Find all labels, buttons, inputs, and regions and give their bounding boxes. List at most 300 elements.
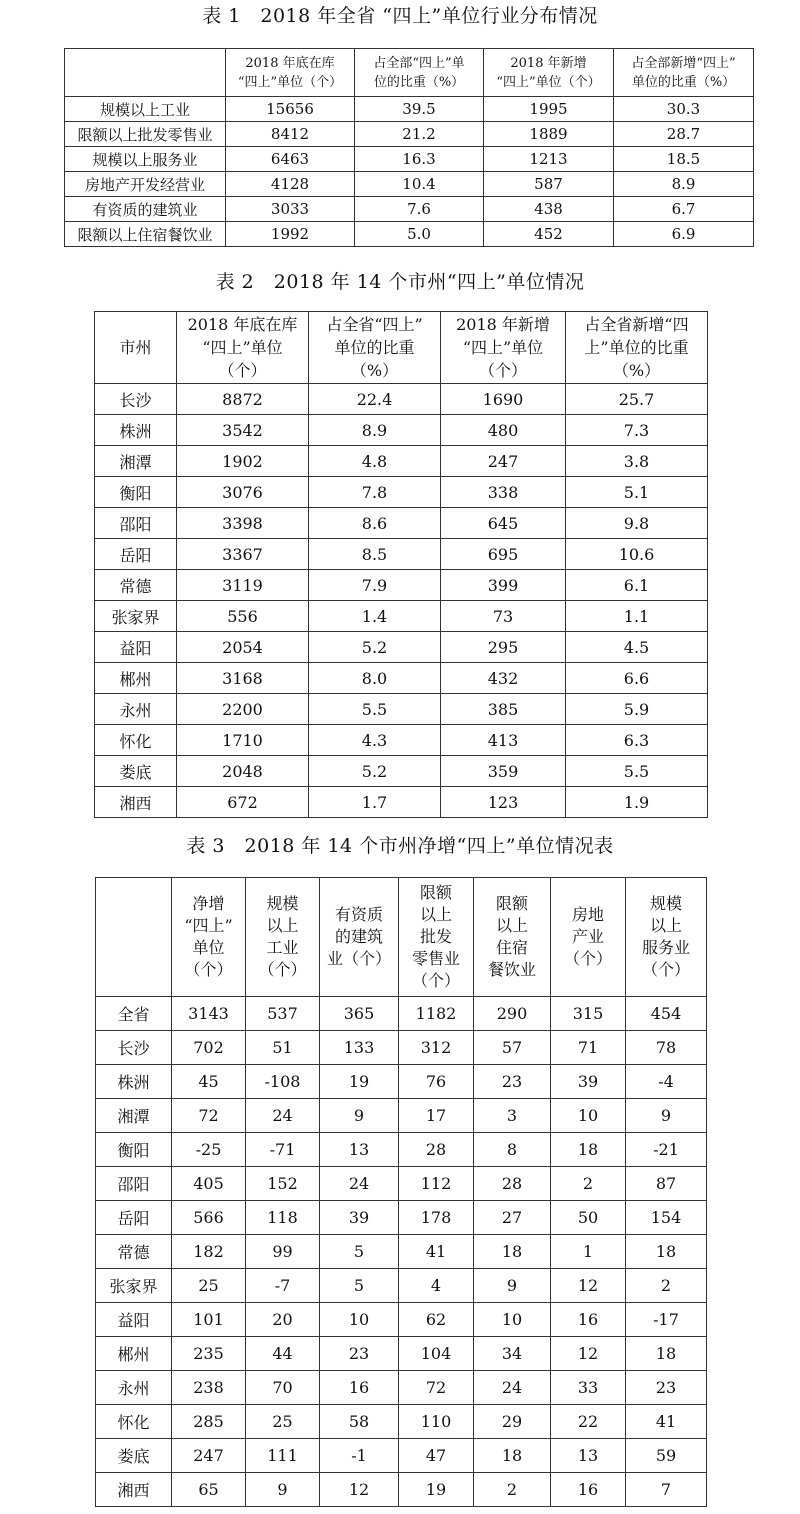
column-header-line: “四上”单位（个） (496, 74, 601, 90)
table-cell: 9 (246, 1473, 320, 1507)
column-header-line: 工业 (266, 938, 299, 957)
table-cell: 51 (246, 1031, 320, 1065)
table-cell: 24 (246, 1099, 320, 1133)
table-cell: 22.4 (309, 384, 441, 415)
table-cell: 247 (441, 446, 566, 477)
table3-caption: 表 3 2018 年 14 个市州净增“四上”单位情况表 (186, 835, 614, 857)
table-cell: 71 (551, 1031, 626, 1065)
table-row (96, 1371, 707, 1405)
table-cell: 72 (172, 1099, 246, 1133)
table-cell: 87 (626, 1167, 707, 1201)
table-cell: 15656 (226, 97, 355, 122)
table-cell: 5 (320, 1269, 399, 1303)
table-row (96, 1235, 707, 1269)
table-cell: 10 (320, 1303, 399, 1337)
table-row (96, 1065, 707, 1099)
table-cell: 16 (551, 1473, 626, 1507)
column-header-line: 服务业 (641, 938, 690, 957)
column-header (65, 49, 226, 97)
table-cell: 4128 (226, 172, 355, 197)
table-cell: 290 (474, 997, 551, 1031)
table-cell: 8.9 (309, 415, 441, 446)
table-cell: 2048 (177, 756, 309, 787)
table-cell: 6463 (226, 147, 355, 172)
table-row (96, 1473, 707, 1507)
table-cell: 8.0 (309, 663, 441, 694)
column-header-line: 有资质 (334, 905, 383, 924)
row-label: 张家界 (96, 1269, 172, 1303)
column-header-line: 位的比重（%） (373, 74, 465, 90)
table-cell: 16 (551, 1303, 626, 1337)
row-label: 株洲 (95, 415, 177, 446)
row-label: 限额以上批发零售业 (65, 122, 226, 147)
table-cell: 3033 (226, 197, 355, 222)
table-cell: 10 (474, 1303, 551, 1337)
table-cell: 24 (320, 1167, 399, 1201)
row-label: 邵阳 (95, 508, 177, 539)
column-header-line: 餐饮业 (487, 960, 536, 979)
column-header-line: 规模 (266, 894, 299, 913)
table-cell: 39.5 (355, 97, 484, 122)
column-header-line: 的建筑 (334, 927, 383, 946)
column-header-line: 2018 年底在库 (245, 55, 335, 71)
table-cell: 45 (172, 1065, 246, 1099)
table-cell: 480 (441, 415, 566, 446)
table-cell: 695 (441, 539, 566, 570)
table-cell: 3398 (177, 508, 309, 539)
column-header-line: “四上”单位（个） (237, 74, 343, 90)
table-cell: 101 (172, 1303, 246, 1337)
row-label: 湘潭 (95, 446, 177, 477)
column-header-line: （个） (563, 949, 612, 968)
table-cell: 50 (551, 1201, 626, 1235)
table-row (95, 725, 708, 756)
table-cell: 1182 (399, 997, 474, 1031)
table-cell: 18 (626, 1235, 707, 1269)
table-cell: 432 (441, 663, 566, 694)
row-label: 怀化 (96, 1405, 172, 1439)
table-cell: 1213 (484, 147, 614, 172)
column-header-line: 单位 (192, 938, 225, 957)
table-cell: 104 (399, 1337, 474, 1371)
table-cell: 76 (399, 1065, 474, 1099)
table-cell: 39 (551, 1065, 626, 1099)
table-cell: -21 (626, 1133, 707, 1167)
column-header-line: 占全省“四上” (326, 315, 423, 334)
table-row (95, 694, 708, 725)
column-header-line: 占全省新增“四 (584, 315, 689, 334)
table-cell: 5 (320, 1235, 399, 1269)
table-cell: 34 (474, 1337, 551, 1371)
table-cell: 44 (246, 1337, 320, 1371)
column-header-line: 2018 年新增 (510, 55, 587, 71)
table-cell: 6.6 (566, 663, 708, 694)
table-cell: 20 (246, 1303, 320, 1337)
table-cell: 18 (474, 1439, 551, 1473)
table-cell: 587 (484, 172, 614, 197)
column-header (626, 878, 707, 997)
table-cell: 3168 (177, 663, 309, 694)
table-cell: 1.4 (309, 601, 441, 632)
table-cell: 39 (320, 1201, 399, 1235)
table-cell: 3143 (172, 997, 246, 1031)
column-header-line: （个） (641, 960, 690, 979)
column-header-line: 批发 (419, 927, 452, 946)
table-cell: 1 (551, 1235, 626, 1269)
table-cell: 315 (551, 997, 626, 1031)
column-header-line: 净增 (192, 894, 225, 913)
table-cell: 2 (626, 1269, 707, 1303)
table-cell: 8.9 (614, 172, 754, 197)
table-cell: 24 (474, 1371, 551, 1405)
row-label: 益阳 (96, 1303, 172, 1337)
table-cell: -71 (246, 1133, 320, 1167)
column-header-line: 占全部新增“四上” (631, 55, 736, 71)
table-cell: 312 (399, 1031, 474, 1065)
table-cell: 5.1 (566, 477, 708, 508)
table-cell: 556 (177, 601, 309, 632)
table-cell: 1.1 (566, 601, 708, 632)
table-cell: 30.3 (614, 97, 754, 122)
column-header-line: 单位的比重 (334, 338, 415, 357)
table-cell: 3 (474, 1099, 551, 1133)
table-cell: 29 (474, 1405, 551, 1439)
table-cell: 405 (172, 1167, 246, 1201)
column-header-line: “四上”单位 (462, 338, 544, 357)
table-cell: 1995 (484, 97, 614, 122)
column-header (355, 49, 484, 97)
table-cell: 6.7 (614, 197, 754, 222)
row-label: 怀化 (95, 725, 177, 756)
table-row (95, 632, 708, 663)
table-cell: 21.2 (355, 122, 484, 147)
table-cell: 285 (172, 1405, 246, 1439)
table-cell: -108 (246, 1065, 320, 1099)
table-cell: 566 (172, 1201, 246, 1235)
table-row (95, 570, 708, 601)
row-label: 张家界 (95, 601, 177, 632)
table-cell: 7.8 (309, 477, 441, 508)
table-cell: 454 (626, 997, 707, 1031)
table-row (96, 1405, 707, 1439)
table-cell: 7.3 (566, 415, 708, 446)
row-label: 长沙 (96, 1031, 172, 1065)
table-row (65, 222, 754, 247)
row-label: 郴州 (96, 1337, 172, 1371)
column-header (441, 312, 566, 384)
table-row (96, 1337, 707, 1371)
column-header-line: 单位的比重（%） (631, 74, 736, 90)
column-header (399, 878, 474, 997)
column-header-line: （个） (478, 361, 527, 380)
table-row (96, 1167, 707, 1201)
table-cell: 16.3 (355, 147, 484, 172)
table-cell: 70 (246, 1371, 320, 1405)
table-cell: 9 (320, 1099, 399, 1133)
table-cell: 13 (320, 1133, 399, 1167)
table-cell: 59 (626, 1439, 707, 1473)
table-cell: 1.7 (309, 787, 441, 818)
column-header-line: 以上 (266, 916, 299, 935)
table-cell: 247 (172, 1439, 246, 1473)
table-cell: 1710 (177, 725, 309, 756)
table-cell: 7 (626, 1473, 707, 1507)
row-label: 规模以上工业 (65, 97, 226, 122)
row-label: 房地产开发经营业 (65, 172, 226, 197)
column-header-line: （%） (350, 361, 399, 380)
column-header-line: 以上 (495, 916, 528, 935)
table-cell: 18 (551, 1133, 626, 1167)
table-cell: 413 (441, 725, 566, 756)
table-row (95, 477, 708, 508)
table-cell: 18 (626, 1337, 707, 1371)
table-cell: 10 (551, 1099, 626, 1133)
row-label: 常德 (95, 570, 177, 601)
table-row (96, 1099, 707, 1133)
table-cell: 27 (474, 1201, 551, 1235)
table-cell: 25 (246, 1405, 320, 1439)
table-cell: 7.9 (309, 570, 441, 601)
table-cell: 178 (399, 1201, 474, 1235)
table-cell: 2054 (177, 632, 309, 663)
column-header-line: 占全部“四上”单 (373, 55, 465, 71)
table-cell: -1 (320, 1439, 399, 1473)
table-row (95, 446, 708, 477)
table-cell: 123 (441, 787, 566, 818)
row-label: 规模以上服务业 (65, 147, 226, 172)
table-cell: 28 (474, 1167, 551, 1201)
table-cell: 3.8 (566, 446, 708, 477)
table-cell: 8.5 (309, 539, 441, 570)
table-cell: 18.5 (614, 147, 754, 172)
table-cell: 2 (551, 1167, 626, 1201)
table-cell: 5.2 (309, 632, 441, 663)
table-cell: 10.4 (355, 172, 484, 197)
row-label: 娄底 (96, 1439, 172, 1473)
table-cell: 399 (441, 570, 566, 601)
row-label: 有资质的建筑业 (65, 197, 226, 222)
table-row (65, 147, 754, 172)
table-cell: 6.3 (566, 725, 708, 756)
row-label: 湘潭 (96, 1099, 172, 1133)
table-cell: -4 (626, 1065, 707, 1099)
table-cell: 73 (441, 601, 566, 632)
header-row (65, 49, 754, 97)
column-header-line: 以上 (419, 905, 452, 924)
table-row (65, 172, 754, 197)
header-row (95, 312, 708, 384)
table-row (95, 663, 708, 694)
table-row (96, 1303, 707, 1337)
table-cell: 2 (474, 1473, 551, 1507)
table1-caption: 表 1 2018 年全省 “四上”单位行业分布情况 (202, 5, 598, 27)
table-cell: 9 (626, 1099, 707, 1133)
table-cell: 2200 (177, 694, 309, 725)
table-cell: 12 (320, 1473, 399, 1507)
table-cell: 537 (246, 997, 320, 1031)
column-header-line: 规模 (649, 894, 682, 913)
table-cell: 3542 (177, 415, 309, 446)
column-header (172, 878, 246, 997)
table-cell: 78 (626, 1031, 707, 1065)
table-cell: 338 (441, 477, 566, 508)
table-cell: 6.9 (614, 222, 754, 247)
column-header (246, 878, 320, 997)
table-cell: 118 (246, 1201, 320, 1235)
table-row (95, 601, 708, 632)
column-header (474, 878, 551, 997)
table-cell: 25 (172, 1269, 246, 1303)
row-label: 永州 (95, 694, 177, 725)
table-cell: 3119 (177, 570, 309, 601)
table-cell: 702 (172, 1031, 246, 1065)
table-cell: 1889 (484, 122, 614, 147)
table-cell: 5.9 (566, 694, 708, 725)
row-label: 娄底 (95, 756, 177, 787)
table-cell: 57 (474, 1031, 551, 1065)
table-row (65, 97, 754, 122)
column-header-line: （个） (411, 971, 460, 990)
table-cell: 111 (246, 1439, 320, 1473)
row-label: 常德 (96, 1235, 172, 1269)
table-cell: 23 (320, 1337, 399, 1371)
table-cell: 4.8 (309, 446, 441, 477)
column-header-line: （个） (184, 960, 233, 979)
row-label: 岳阳 (96, 1201, 172, 1235)
table-cell: 1992 (226, 222, 355, 247)
table-cell: 9.8 (566, 508, 708, 539)
column-header (320, 878, 399, 997)
table-cell: 9 (474, 1269, 551, 1303)
table-row (96, 1133, 707, 1167)
table-cell: 18 (474, 1235, 551, 1269)
column-header-line: （个） (258, 960, 307, 979)
column-header-line: 以上 (649, 916, 682, 935)
header-row (96, 878, 707, 997)
column-header (566, 312, 708, 384)
column-header-line: （个） (218, 361, 267, 380)
row-label: 衡阳 (95, 477, 177, 508)
table-cell: 1902 (177, 446, 309, 477)
column-header (226, 49, 355, 97)
table-cell: 8412 (226, 122, 355, 147)
table-cell: 154 (626, 1201, 707, 1235)
table-cell: 112 (399, 1167, 474, 1201)
table-row (96, 1031, 707, 1065)
table-cell: 7.6 (355, 197, 484, 222)
table-row (65, 197, 754, 222)
row-label: 邵阳 (96, 1167, 172, 1201)
row-label: 岳阳 (95, 539, 177, 570)
row-label: 长沙 (95, 384, 177, 415)
column-header-line: 限额 (419, 883, 452, 902)
column-header-line: 上”单位的比重 (584, 338, 689, 357)
table-cell: -7 (246, 1269, 320, 1303)
table-cell: 645 (441, 508, 566, 539)
table-cell: 4.3 (309, 725, 441, 756)
table-cell: 152 (246, 1167, 320, 1201)
table-cell: 3367 (177, 539, 309, 570)
table-cell: -25 (172, 1133, 246, 1167)
table-cell: 72 (399, 1371, 474, 1405)
table-row (95, 508, 708, 539)
table-row (96, 1201, 707, 1235)
table-row (95, 787, 708, 818)
row-label: 益阳 (95, 632, 177, 663)
column-header-line: 限额 (495, 894, 528, 913)
table-cell: 6.1 (566, 570, 708, 601)
column-header (551, 878, 626, 997)
table-cell: 672 (177, 787, 309, 818)
row-label: 衡阳 (96, 1133, 172, 1167)
table-row (96, 1439, 707, 1473)
row-label: 株洲 (96, 1065, 172, 1099)
column-header-line: 2018 年新增 (456, 315, 550, 334)
table-cell: 3076 (177, 477, 309, 508)
table-cell: 12 (551, 1269, 626, 1303)
table-cell: 1690 (441, 384, 566, 415)
column-header-line: 业（个） (326, 949, 391, 968)
row-label: 郴州 (95, 663, 177, 694)
table-cell: 22 (551, 1405, 626, 1439)
table-row (96, 997, 707, 1031)
table-row (95, 384, 708, 415)
column-header-line: 市州 (119, 338, 152, 357)
table-cell: 19 (320, 1065, 399, 1099)
column-header-line: 零售业 (411, 949, 460, 968)
table-cell: 25.7 (566, 384, 708, 415)
column-header-line: 产业 (571, 927, 604, 946)
city-net-increase-table (95, 877, 707, 1507)
table-cell: 8 (474, 1133, 551, 1167)
table-cell: 110 (399, 1405, 474, 1439)
table-cell: 385 (441, 694, 566, 725)
table-cell: 33 (551, 1371, 626, 1405)
table-cell: 12 (551, 1337, 626, 1371)
table-cell: 41 (399, 1235, 474, 1269)
column-header-line: “四上”单位 (202, 338, 283, 357)
table-cell: 133 (320, 1031, 399, 1065)
column-header (177, 312, 309, 384)
row-label: 湘西 (95, 787, 177, 818)
table-cell: 8.6 (309, 508, 441, 539)
column-header-line: 住宿 (495, 938, 528, 957)
table-cell: 438 (484, 197, 614, 222)
city-units-table (94, 311, 708, 818)
column-header-line: （%） (612, 361, 661, 380)
table-cell: 16 (320, 1371, 399, 1405)
table-cell: 359 (441, 756, 566, 787)
table-row (95, 756, 708, 787)
column-header (614, 49, 754, 97)
table-row (95, 539, 708, 570)
table-cell: 5.5 (309, 694, 441, 725)
column-header-line: 房地 (571, 905, 604, 924)
table-cell: 365 (320, 997, 399, 1031)
table-cell: 62 (399, 1303, 474, 1337)
table-cell: 58 (320, 1405, 399, 1439)
table-row (65, 122, 754, 147)
table-cell: 13 (551, 1439, 626, 1473)
table-cell: 47 (399, 1439, 474, 1473)
row-label: 湘西 (96, 1473, 172, 1507)
column-header-line: 2018 年底在库 (187, 315, 298, 334)
table-cell: 23 (474, 1065, 551, 1099)
table-cell: 4 (399, 1269, 474, 1303)
table-cell: 65 (172, 1473, 246, 1507)
table-cell: 295 (441, 632, 566, 663)
table-cell: 235 (172, 1337, 246, 1371)
